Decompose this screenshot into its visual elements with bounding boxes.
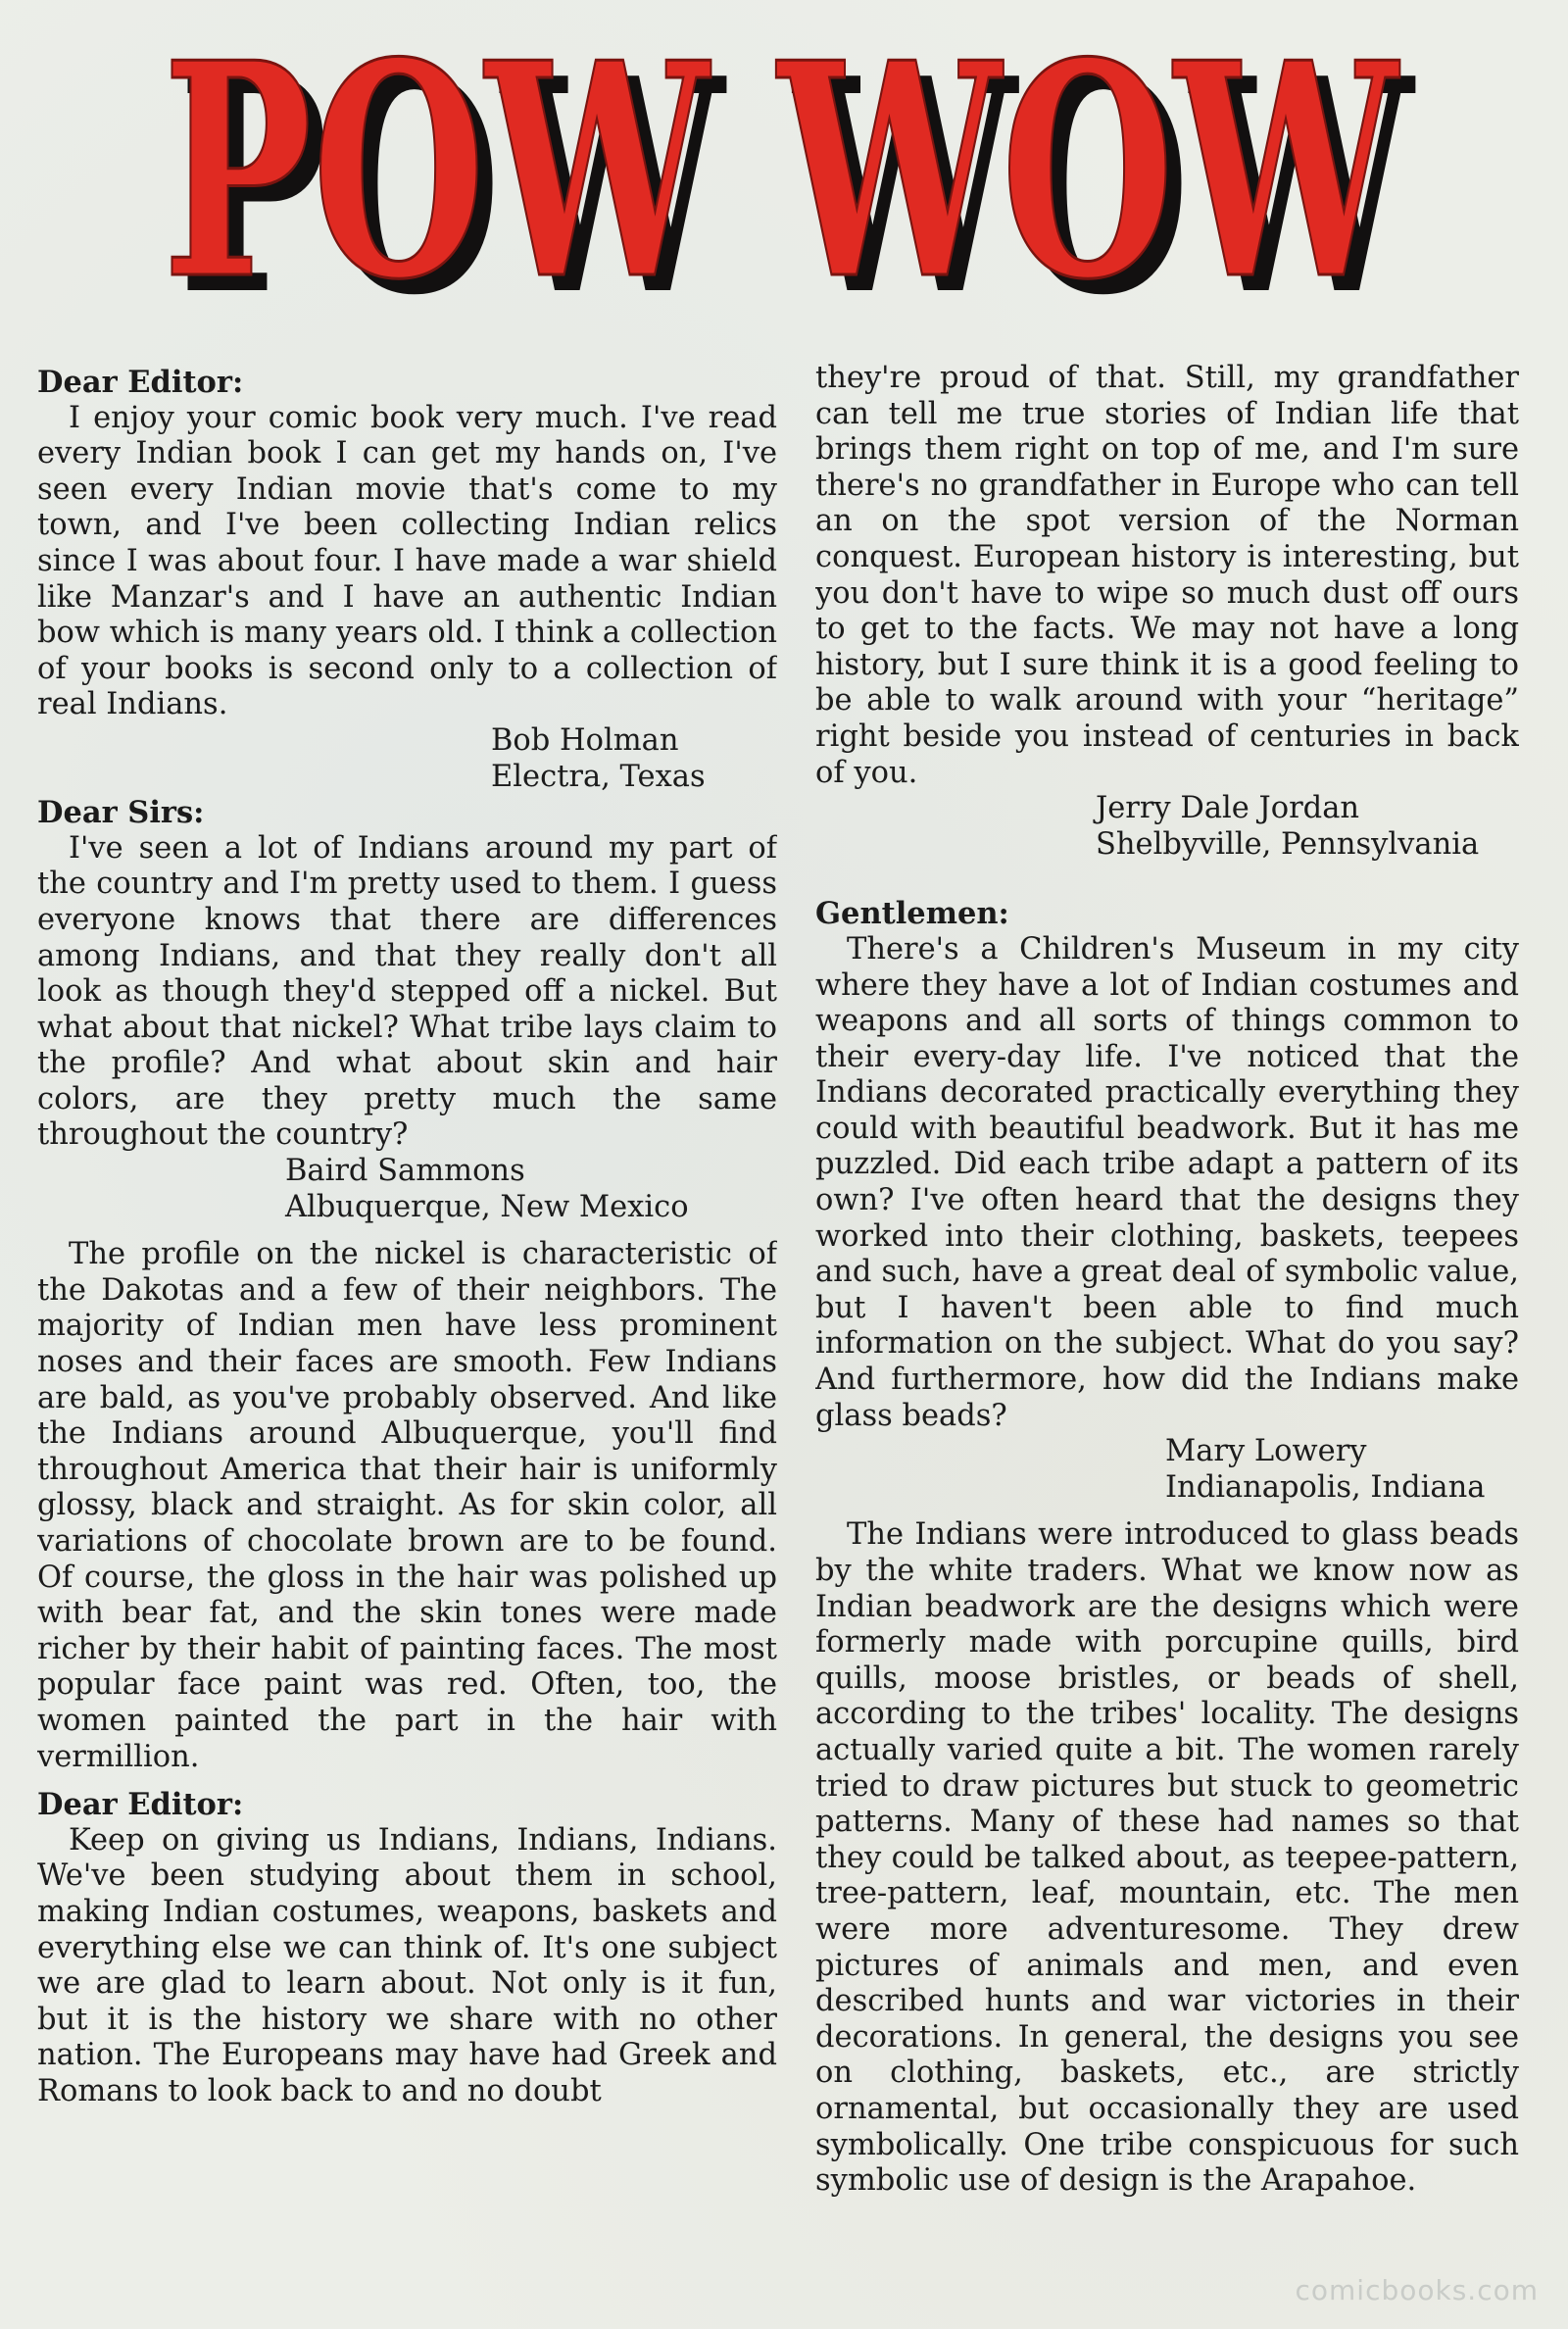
editor-answer-2: The Indians were introduced to glass beads by the white traders. What we know now as Indian beadwork are the designs which were formerly made with porcupine quills, bird quills, moose bristles, or beads of shell, according to the tribes' locality. The designs actually varied quite a bit. The women rarely tried to draw pictures but stuck to geometric patterns. Many of these had names so that they could be talked about, as teepee-pattern, tree-pattern, leaf, mountain, etc. The men were more adventuresome. They drew pictures of animals and men, and even described hunts and war victories in their decorations. In general, the designs you see on clothing, baskets, etc., are strictly ornamental, but occasionally they are used symbolically. One tribe conspicuous for such symbolic use of design is the Arapahoe. [815, 1517, 1519, 2199]
editor-answer-1: The profile on the nickel is characteristic of the Dakotas and a few of their neighbors. The majority of Indian men have less prominent noses and their faces are smooth. Few Indians are bald, as you've probably observed. And like the Indians around Albuquerque, you'll find throughout America that their hair is uniformly glossy, black and straight. As for skin color, all variations of chocolate brown are to be found. Of course, the gloss in the hair was polished up with bear fat, and the skin tones were made richer by their habit of painting faces. The most popular face paint was red. Often, too, the women painted the part in the hair with vermillion. [37, 1237, 777, 1774]
letter2-body: I've seen a lot of Indians around my part of the country and I'm pretty used to them. I guess everyone knows that there are differences among Indians, and that they really don't all look as though they'd stepped off a nickel. But what about that nickel? What tribe lays claim to the profile? And what about skin and hair colors, are they pretty much the same throughout the country? [37, 830, 777, 1153]
letter3-location: Shelbyville, Pennsylvania [1096, 826, 1480, 862]
letter2-salutation: Dear Sirs: [37, 795, 205, 831]
letter4-body: There's a Children's Museum in my city where they have a lot of Indian costumes and weapons and all sorts of things common to their every-day life. I've noticed that the Indians decorated practically everything they could with beautiful beadwork. But it has me puzzled. Did each tribe adapt a pattern of its own? I've often heard that the designs they worked into their clothing, baskets, teepees and such, have a great deal of symbolic value, but I haven't been able to find much information on the subject. What do you say? And furthermore, how did the Indians make glass beads? [815, 931, 1519, 1433]
letter2-signer: Baird Sammons [285, 1154, 525, 1189]
letter4-salutation: Gentlemen: [815, 896, 1009, 932]
right-column [815, 361, 1519, 2287]
letter1-salutation: Dear Editor: [37, 365, 244, 400]
letter1-signer: Bob Holman [491, 722, 679, 758]
letter3-body-continued: they're proud of that. Still, my grandfather can tell me true stories of Indian life that brings them right on top of me, and I'm sure there's no grandfather in Europe who can tell an on the spot version of the Norman conquest. European history is interesting, but you don't have to wipe so much dust off ours to get to the facts. We may not have a long history, but I sure think it is a good feeling to be able to walk around with your “heritage” right beside you instead of centuries in back of you. [815, 361, 1519, 790]
left-column [37, 365, 777, 2291]
letter3-body: Keep on giving us Indians, Indians, Indians. We've been studying about them in school, making Indian costumes, weapons, baskets and everything else we can think of. It's one subject we are glad to learn about. Not only is it fun, but it is the history we share with no other nation. The Europeans may have had Greek and Romans to look back to and no doubt [37, 1822, 777, 2108]
masthead-title-shadow: POW WOW [178, 14, 1417, 333]
masthead-title: POW WOW [163, 0, 1401, 333]
letter4-signer: Mary Lowery [1165, 1434, 1367, 1469]
letter1-body: I enjoy your comic book very much. I've read every Indian book I can get my hands on, I've seen every Indian movie that's come to my town, and I've been collecting Indian relics since I was about four. I have made a war shield like Manzar's and I have an authentic Indian bow which is many years old. I think a collection of your books is second only to a collection of real Indians. [37, 400, 777, 722]
masthead-logo [0, 0, 1568, 333]
letter3-salutation: Dear Editor: [37, 1787, 244, 1823]
watermark-text: comicbooks.com [1295, 2274, 1539, 2306]
letter1-location: Electra, Texas [491, 759, 706, 794]
letter2-location: Albuquerque, New Mexico [285, 1189, 689, 1224]
letter4-location: Indianapolis, Indiana [1165, 1469, 1486, 1505]
masthead [0, 0, 1568, 333]
letter3-signer: Jerry Dale Jordan [1096, 791, 1360, 826]
